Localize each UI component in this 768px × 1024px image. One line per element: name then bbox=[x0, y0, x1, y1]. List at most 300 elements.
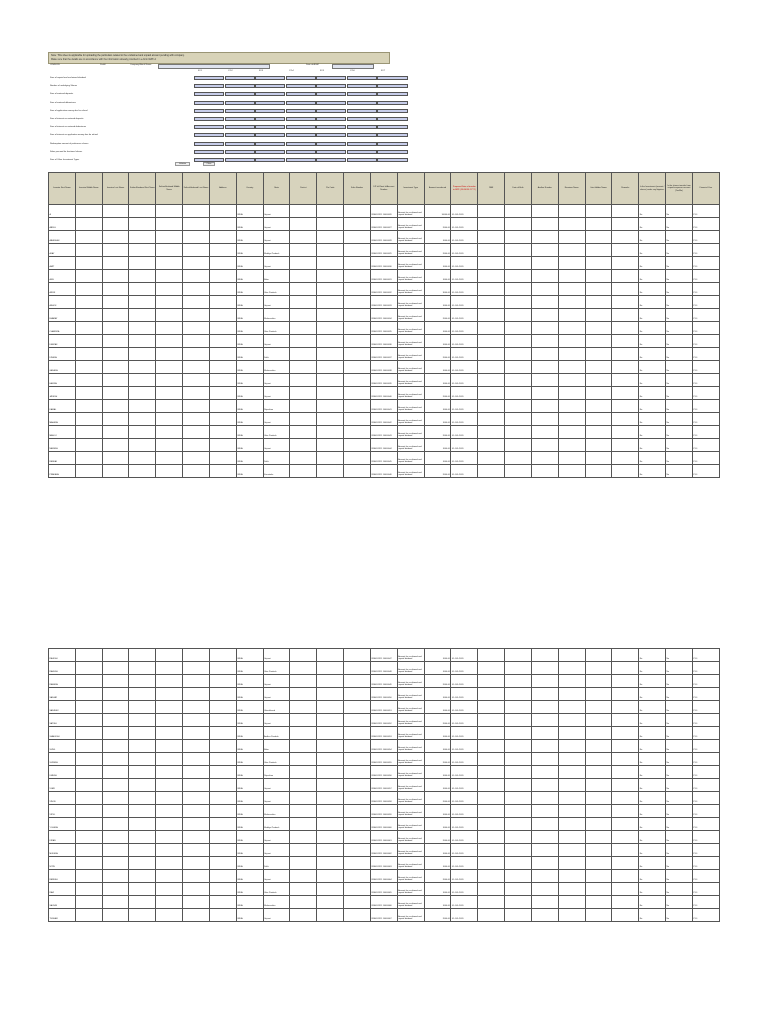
summary-value-cell[interactable] bbox=[316, 125, 346, 129]
table-cell[interactable] bbox=[478, 831, 505, 844]
table-cell[interactable] bbox=[585, 374, 612, 387]
table-cell[interactable] bbox=[290, 779, 317, 792]
table-cell[interactable]: INDIA bbox=[236, 818, 263, 831]
table-cell[interactable]: IN30051311 10000064 bbox=[370, 870, 397, 883]
table-cell[interactable] bbox=[209, 792, 236, 805]
table-cell[interactable] bbox=[183, 439, 210, 452]
table-cell[interactable]: FY-1 bbox=[692, 309, 719, 322]
table-cell[interactable] bbox=[209, 727, 236, 740]
table-cell[interactable] bbox=[478, 675, 505, 688]
table-cell[interactable]: SATISH bbox=[49, 714, 76, 727]
summary-value-cell[interactable] bbox=[194, 101, 224, 105]
table-cell[interactable] bbox=[478, 348, 505, 361]
table-cell[interactable]: 01-JUL-2020 bbox=[451, 374, 478, 387]
table-cell[interactable] bbox=[209, 766, 236, 779]
table-cell[interactable] bbox=[75, 831, 102, 844]
table-cell[interactable]: Uttarakhand bbox=[263, 701, 290, 714]
table-cell[interactable] bbox=[344, 387, 371, 400]
table-cell[interactable] bbox=[317, 387, 344, 400]
table-cell[interactable]: No bbox=[639, 831, 666, 844]
summary-value-cell[interactable] bbox=[194, 142, 224, 146]
table-cell[interactable]: 1000.00 bbox=[424, 896, 451, 909]
table-cell[interactable] bbox=[558, 818, 585, 831]
table-cell[interactable]: Madhya Pradesh bbox=[263, 244, 290, 257]
table-cell[interactable] bbox=[531, 205, 558, 218]
table-cell[interactable] bbox=[183, 309, 210, 322]
table-cell[interactable] bbox=[290, 896, 317, 909]
table-cell[interactable] bbox=[156, 387, 183, 400]
table-cell[interactable]: 01-JUL-2020 bbox=[451, 805, 478, 818]
table-cell[interactable] bbox=[317, 283, 344, 296]
table-cell[interactable] bbox=[156, 857, 183, 870]
table-cell[interactable] bbox=[505, 818, 532, 831]
agm-date-field[interactable] bbox=[332, 64, 374, 69]
summary-value-cell[interactable] bbox=[347, 101, 377, 105]
table-cell[interactable]: FY-1 bbox=[692, 231, 719, 244]
table-cell[interactable]: 01-JUL-2020 bbox=[451, 675, 478, 688]
table-cell[interactable] bbox=[75, 270, 102, 283]
table-cell[interactable] bbox=[344, 740, 371, 753]
table-cell[interactable]: No bbox=[666, 283, 693, 296]
table-cell[interactable]: A bbox=[49, 205, 76, 218]
table-cell[interactable]: No bbox=[639, 857, 666, 870]
table-cell[interactable] bbox=[531, 244, 558, 257]
table-cell[interactable] bbox=[531, 335, 558, 348]
table-cell[interactable] bbox=[129, 374, 156, 387]
table-cell[interactable] bbox=[558, 218, 585, 231]
table-cell[interactable] bbox=[505, 296, 532, 309]
table-cell[interactable] bbox=[505, 244, 532, 257]
table-cell[interactable]: No bbox=[666, 322, 693, 335]
table-cell[interactable] bbox=[209, 452, 236, 465]
summary-value-cell[interactable] bbox=[316, 158, 346, 162]
table-cell[interactable] bbox=[344, 727, 371, 740]
table-cell[interactable]: 01-JUL-2020 bbox=[451, 831, 478, 844]
table-cell[interactable] bbox=[183, 740, 210, 753]
table-cell[interactable]: RAKESH bbox=[49, 662, 76, 675]
table-cell[interactable]: 2000.00 bbox=[424, 426, 451, 439]
table-cell[interactable] bbox=[344, 205, 371, 218]
table-cell[interactable] bbox=[478, 257, 505, 270]
table-cell[interactable]: Gujarat bbox=[263, 296, 290, 309]
table-cell[interactable] bbox=[585, 818, 612, 831]
table-cell[interactable]: 1000.00 bbox=[424, 779, 451, 792]
table-cell[interactable] bbox=[156, 675, 183, 688]
table-cell[interactable]: INDIA bbox=[236, 257, 263, 270]
table-cell[interactable] bbox=[612, 452, 639, 465]
table-cell[interactable] bbox=[102, 675, 129, 688]
table-cell[interactable] bbox=[129, 296, 156, 309]
table-cell[interactable] bbox=[156, 844, 183, 857]
table-cell[interactable] bbox=[183, 413, 210, 426]
table-cell[interactable] bbox=[558, 740, 585, 753]
table-cell[interactable] bbox=[531, 649, 558, 662]
table-cell[interactable] bbox=[102, 374, 129, 387]
table-cell[interactable] bbox=[585, 400, 612, 413]
table-cell[interactable]: No bbox=[666, 883, 693, 896]
table-cell[interactable]: No bbox=[666, 766, 693, 779]
table-cell[interactable] bbox=[129, 870, 156, 883]
table-cell[interactable] bbox=[129, 283, 156, 296]
table-cell[interactable] bbox=[290, 270, 317, 283]
table-cell[interactable] bbox=[75, 296, 102, 309]
table-cell[interactable] bbox=[156, 805, 183, 818]
table-cell[interactable]: No bbox=[666, 452, 693, 465]
table-cell[interactable] bbox=[558, 413, 585, 426]
table-cell[interactable] bbox=[478, 244, 505, 257]
table-cell[interactable]: IN30051311 10000032 bbox=[370, 283, 397, 296]
table-cell[interactable]: VIPUL bbox=[49, 805, 76, 818]
table-cell[interactable] bbox=[531, 374, 558, 387]
table-cell[interactable] bbox=[558, 309, 585, 322]
summary-value-cell[interactable] bbox=[225, 142, 255, 146]
table-cell[interactable]: FY-1 bbox=[692, 909, 719, 922]
table-cell[interactable] bbox=[531, 870, 558, 883]
table-cell[interactable]: 1000.00 bbox=[424, 452, 451, 465]
table-cell[interactable] bbox=[585, 348, 612, 361]
table-cell[interactable] bbox=[156, 205, 183, 218]
table-cell[interactable] bbox=[531, 701, 558, 714]
table-cell[interactable]: IN30051311 10000062 bbox=[370, 844, 397, 857]
table-cell[interactable] bbox=[612, 348, 639, 361]
table-cell[interactable]: 3000.00 bbox=[424, 283, 451, 296]
table-cell[interactable]: Gujarat bbox=[263, 231, 290, 244]
table-cell[interactable]: SUNIL bbox=[49, 740, 76, 753]
table-cell[interactable] bbox=[344, 426, 371, 439]
table-cell[interactable] bbox=[183, 400, 210, 413]
table-cell[interactable]: No bbox=[666, 270, 693, 283]
table-cell[interactable]: 10000.00 bbox=[424, 205, 451, 218]
table-cell[interactable] bbox=[317, 439, 344, 452]
table-cell[interactable]: No bbox=[639, 714, 666, 727]
table-cell[interactable]: Amount for unclaimed and unpaid dividend bbox=[397, 348, 424, 361]
table-cell[interactable]: FY-1 bbox=[692, 831, 719, 844]
table-cell[interactable] bbox=[75, 413, 102, 426]
summary-value-cell[interactable] bbox=[286, 92, 316, 96]
table-cell[interactable]: Rajasthan bbox=[263, 766, 290, 779]
summary-value-cell[interactable] bbox=[377, 125, 407, 129]
table-cell[interactable]: 01-JUL-2020 bbox=[451, 439, 478, 452]
table-cell[interactable] bbox=[183, 283, 210, 296]
table-cell[interactable] bbox=[612, 218, 639, 231]
table-cell[interactable]: Amount for unclaimed and unpaid dividend bbox=[397, 465, 424, 478]
table-cell[interactable] bbox=[317, 792, 344, 805]
table-cell[interactable] bbox=[531, 844, 558, 857]
table-cell[interactable] bbox=[612, 662, 639, 675]
table-cell[interactable]: INDIA bbox=[236, 870, 263, 883]
table-cell[interactable] bbox=[290, 361, 317, 374]
table-cell[interactable]: No bbox=[666, 714, 693, 727]
table-cell[interactable]: FY-1 bbox=[692, 361, 719, 374]
table-cell[interactable]: Gujarat bbox=[263, 218, 290, 231]
table-cell[interactable] bbox=[209, 870, 236, 883]
table-cell[interactable] bbox=[156, 283, 183, 296]
table-cell[interactable]: FY-1 bbox=[692, 740, 719, 753]
summary-value-cell[interactable] bbox=[316, 150, 346, 154]
table-cell[interactable] bbox=[558, 753, 585, 766]
table-cell[interactable] bbox=[156, 779, 183, 792]
table-cell[interactable]: No bbox=[639, 727, 666, 740]
table-cell[interactable]: FY-1 bbox=[692, 805, 719, 818]
table-cell[interactable]: Rajasthan bbox=[263, 400, 290, 413]
table-cell[interactable] bbox=[290, 296, 317, 309]
table-cell[interactable] bbox=[505, 870, 532, 883]
table-cell[interactable]: No bbox=[639, 818, 666, 831]
table-cell[interactable] bbox=[317, 348, 344, 361]
table-cell[interactable]: IN30051311 10000061 bbox=[370, 831, 397, 844]
table-cell[interactable] bbox=[209, 361, 236, 374]
table-cell[interactable] bbox=[129, 818, 156, 831]
table-cell[interactable]: ANIL bbox=[49, 270, 76, 283]
table-cell[interactable] bbox=[129, 322, 156, 335]
table-cell[interactable] bbox=[290, 857, 317, 870]
table-cell[interactable]: Bihar bbox=[263, 270, 290, 283]
table-cell[interactable] bbox=[612, 779, 639, 792]
table-cell[interactable] bbox=[209, 844, 236, 857]
table-cell[interactable] bbox=[531, 322, 558, 335]
table-cell[interactable] bbox=[505, 257, 532, 270]
table-cell[interactable] bbox=[183, 244, 210, 257]
table-cell[interactable] bbox=[612, 844, 639, 857]
table-cell[interactable] bbox=[612, 374, 639, 387]
table-cell[interactable] bbox=[209, 296, 236, 309]
table-cell[interactable] bbox=[290, 740, 317, 753]
table-cell[interactable] bbox=[478, 844, 505, 857]
table-cell[interactable] bbox=[129, 218, 156, 231]
table-cell[interactable]: FY-1 bbox=[692, 675, 719, 688]
table-cell[interactable] bbox=[183, 805, 210, 818]
table-cell[interactable]: INDIA bbox=[236, 662, 263, 675]
table-cell[interactable] bbox=[75, 348, 102, 361]
table-cell[interactable]: 1000.00 bbox=[424, 335, 451, 348]
table-cell[interactable] bbox=[612, 231, 639, 244]
table-cell[interactable]: INDIA bbox=[236, 296, 263, 309]
table-cell[interactable] bbox=[209, 465, 236, 478]
table-cell[interactable] bbox=[156, 296, 183, 309]
table-cell[interactable]: IN30051311 10000059 bbox=[370, 805, 397, 818]
table-cell[interactable] bbox=[209, 270, 236, 283]
table-cell[interactable]: Amount for unclaimed and unpaid dividend bbox=[397, 662, 424, 675]
table-cell[interactable] bbox=[102, 896, 129, 909]
table-cell[interactable] bbox=[209, 387, 236, 400]
table-cell[interactable]: No bbox=[639, 205, 666, 218]
table-cell[interactable] bbox=[612, 400, 639, 413]
table-cell[interactable] bbox=[612, 283, 639, 296]
table-cell[interactable]: INDIA bbox=[236, 426, 263, 439]
table-cell[interactable] bbox=[317, 844, 344, 857]
table-cell[interactable] bbox=[317, 675, 344, 688]
table-cell[interactable] bbox=[531, 805, 558, 818]
table-cell[interactable]: 1000.00 bbox=[424, 701, 451, 714]
table-cell[interactable]: No bbox=[639, 883, 666, 896]
summary-value-cell[interactable] bbox=[255, 109, 285, 113]
table-cell[interactable] bbox=[558, 675, 585, 688]
table-cell[interactable] bbox=[505, 727, 532, 740]
table-cell[interactable] bbox=[209, 400, 236, 413]
table-cell[interactable] bbox=[344, 766, 371, 779]
table-cell[interactable] bbox=[531, 439, 558, 452]
table-cell[interactable] bbox=[505, 675, 532, 688]
summary-value-cell[interactable] bbox=[225, 109, 255, 113]
table-cell[interactable] bbox=[558, 400, 585, 413]
table-cell[interactable]: Amount for unclaimed and unpaid dividend bbox=[397, 205, 424, 218]
table-cell[interactable] bbox=[183, 322, 210, 335]
table-cell[interactable]: No bbox=[666, 244, 693, 257]
table-cell[interactable] bbox=[344, 714, 371, 727]
summary-value-cell[interactable] bbox=[377, 76, 407, 80]
table-cell[interactable] bbox=[102, 231, 129, 244]
table-cell[interactable]: IN30051311 10000034 bbox=[370, 309, 397, 322]
table-cell[interactable]: IN30051311 10000026 bbox=[370, 205, 397, 218]
table-cell[interactable] bbox=[478, 426, 505, 439]
table-cell[interactable] bbox=[102, 270, 129, 283]
table-cell[interactable]: FY-1 bbox=[692, 257, 719, 270]
table-cell[interactable]: INDIA bbox=[236, 675, 263, 688]
table-cell[interactable]: No bbox=[666, 662, 693, 675]
table-cell[interactable] bbox=[102, 439, 129, 452]
table-cell[interactable] bbox=[209, 857, 236, 870]
table-cell[interactable] bbox=[585, 805, 612, 818]
table-cell[interactable] bbox=[531, 766, 558, 779]
table-cell[interactable] bbox=[558, 792, 585, 805]
table-cell[interactable] bbox=[478, 649, 505, 662]
table-cell[interactable] bbox=[505, 218, 532, 231]
table-cell[interactable]: ABDUL bbox=[49, 218, 76, 231]
table-cell[interactable]: PARESH bbox=[49, 870, 76, 883]
table-cell[interactable] bbox=[585, 792, 612, 805]
table-cell[interactable] bbox=[317, 244, 344, 257]
summary-value-cell[interactable] bbox=[377, 84, 407, 88]
table-cell[interactable] bbox=[209, 322, 236, 335]
table-cell[interactable] bbox=[129, 309, 156, 322]
table-cell[interactable] bbox=[183, 649, 210, 662]
table-cell[interactable] bbox=[612, 727, 639, 740]
table-cell[interactable] bbox=[183, 831, 210, 844]
table-cell[interactable] bbox=[478, 766, 505, 779]
table-cell[interactable] bbox=[344, 675, 371, 688]
table-cell[interactable]: Amount for unclaimed and unpaid dividend bbox=[397, 426, 424, 439]
validate-button[interactable]: Validate bbox=[175, 162, 190, 166]
table-cell[interactable]: IN30051311 10000047 bbox=[370, 649, 397, 662]
table-cell[interactable] bbox=[209, 831, 236, 844]
table-cell[interactable] bbox=[129, 335, 156, 348]
table-cell[interactable]: PANKAJ bbox=[49, 452, 76, 465]
table-cell[interactable]: 01-JUL-2020 bbox=[451, 779, 478, 792]
table-cell[interactable] bbox=[558, 896, 585, 909]
table-cell[interactable]: INDIA bbox=[236, 205, 263, 218]
summary-value-cell[interactable] bbox=[316, 109, 346, 113]
table-cell[interactable] bbox=[290, 870, 317, 883]
table-cell[interactable] bbox=[344, 857, 371, 870]
table-cell[interactable]: INDIA bbox=[236, 896, 263, 909]
table-cell[interactable]: INDIA bbox=[236, 465, 263, 478]
table-cell[interactable] bbox=[183, 701, 210, 714]
table-cell[interactable] bbox=[102, 805, 129, 818]
table-cell[interactable]: 1000.00 bbox=[424, 883, 451, 896]
table-cell[interactable] bbox=[209, 283, 236, 296]
table-cell[interactable] bbox=[505, 740, 532, 753]
table-cell[interactable] bbox=[505, 387, 532, 400]
table-cell[interactable] bbox=[183, 727, 210, 740]
table-cell[interactable]: No bbox=[639, 257, 666, 270]
table-cell[interactable] bbox=[156, 231, 183, 244]
table-cell[interactable]: No bbox=[639, 844, 666, 857]
table-cell[interactable] bbox=[209, 374, 236, 387]
table-cell[interactable]: Gujarat bbox=[263, 779, 290, 792]
company-name-field[interactable] bbox=[158, 64, 270, 69]
table-cell[interactable] bbox=[75, 244, 102, 257]
table-cell[interactable]: 1000.00 bbox=[424, 857, 451, 870]
table-cell[interactable] bbox=[290, 400, 317, 413]
table-cell[interactable]: 1000.00 bbox=[424, 400, 451, 413]
table-cell[interactable] bbox=[290, 439, 317, 452]
table-cell[interactable] bbox=[585, 465, 612, 478]
table-cell[interactable] bbox=[478, 896, 505, 909]
table-cell[interactable] bbox=[585, 753, 612, 766]
table-cell[interactable] bbox=[612, 361, 639, 374]
table-cell[interactable]: Amount for unclaimed and unpaid dividend bbox=[397, 818, 424, 831]
table-cell[interactable] bbox=[505, 335, 532, 348]
table-cell[interactable] bbox=[129, 740, 156, 753]
table-cell[interactable]: INDIA bbox=[236, 413, 263, 426]
table-cell[interactable] bbox=[558, 335, 585, 348]
table-cell[interactable] bbox=[558, 766, 585, 779]
table-cell[interactable]: INDIA bbox=[236, 374, 263, 387]
table-cell[interactable] bbox=[558, 870, 585, 883]
table-cell[interactable]: Amount for unclaimed and unpaid dividend bbox=[397, 439, 424, 452]
table-cell[interactable] bbox=[558, 688, 585, 701]
summary-value-cell[interactable] bbox=[194, 150, 224, 154]
table-cell[interactable] bbox=[531, 792, 558, 805]
table-cell[interactable] bbox=[317, 753, 344, 766]
table-cell[interactable] bbox=[102, 452, 129, 465]
table-cell[interactable]: IN30051311 10000039 bbox=[370, 374, 397, 387]
table-cell[interactable] bbox=[478, 688, 505, 701]
table-cell[interactable]: No bbox=[639, 400, 666, 413]
table-cell[interactable]: 1000.00 bbox=[424, 296, 451, 309]
table-cell[interactable] bbox=[183, 231, 210, 244]
table-cell[interactable] bbox=[344, 818, 371, 831]
table-cell[interactable] bbox=[129, 426, 156, 439]
table-cell[interactable] bbox=[183, 374, 210, 387]
table-cell[interactable] bbox=[531, 218, 558, 231]
table-cell[interactable] bbox=[344, 870, 371, 883]
table-cell[interactable]: No bbox=[666, 909, 693, 922]
table-cell[interactable]: Amount for unclaimed and unpaid dividend bbox=[397, 766, 424, 779]
table-cell[interactable]: 2000.00 bbox=[424, 753, 451, 766]
table-cell[interactable]: 2000.00 bbox=[424, 244, 451, 257]
table-cell[interactable] bbox=[478, 465, 505, 478]
table-cell[interactable]: Amount for unclaimed and unpaid dividend bbox=[397, 283, 424, 296]
table-cell[interactable] bbox=[505, 779, 532, 792]
summary-value-cell[interactable] bbox=[286, 84, 316, 88]
table-cell[interactable]: CHANDRA bbox=[49, 322, 76, 335]
table-cell[interactable]: 01-JUL-2020 bbox=[451, 231, 478, 244]
table-cell[interactable] bbox=[102, 662, 129, 675]
table-cell[interactable] bbox=[344, 413, 371, 426]
table-cell[interactable] bbox=[344, 649, 371, 662]
table-cell[interactable]: IN30051311 10000049 bbox=[370, 675, 397, 688]
table-cell[interactable] bbox=[290, 792, 317, 805]
table-cell[interactable]: No bbox=[666, 335, 693, 348]
table-cell[interactable]: FY-1 bbox=[692, 896, 719, 909]
table-cell[interactable]: 01-JUL-2020 bbox=[451, 844, 478, 857]
table-cell[interactable] bbox=[531, 831, 558, 844]
table-cell[interactable] bbox=[102, 727, 129, 740]
summary-value-cell[interactable] bbox=[286, 150, 316, 154]
table-cell[interactable]: 01-JUL-2020 bbox=[451, 883, 478, 896]
table-cell[interactable] bbox=[209, 896, 236, 909]
